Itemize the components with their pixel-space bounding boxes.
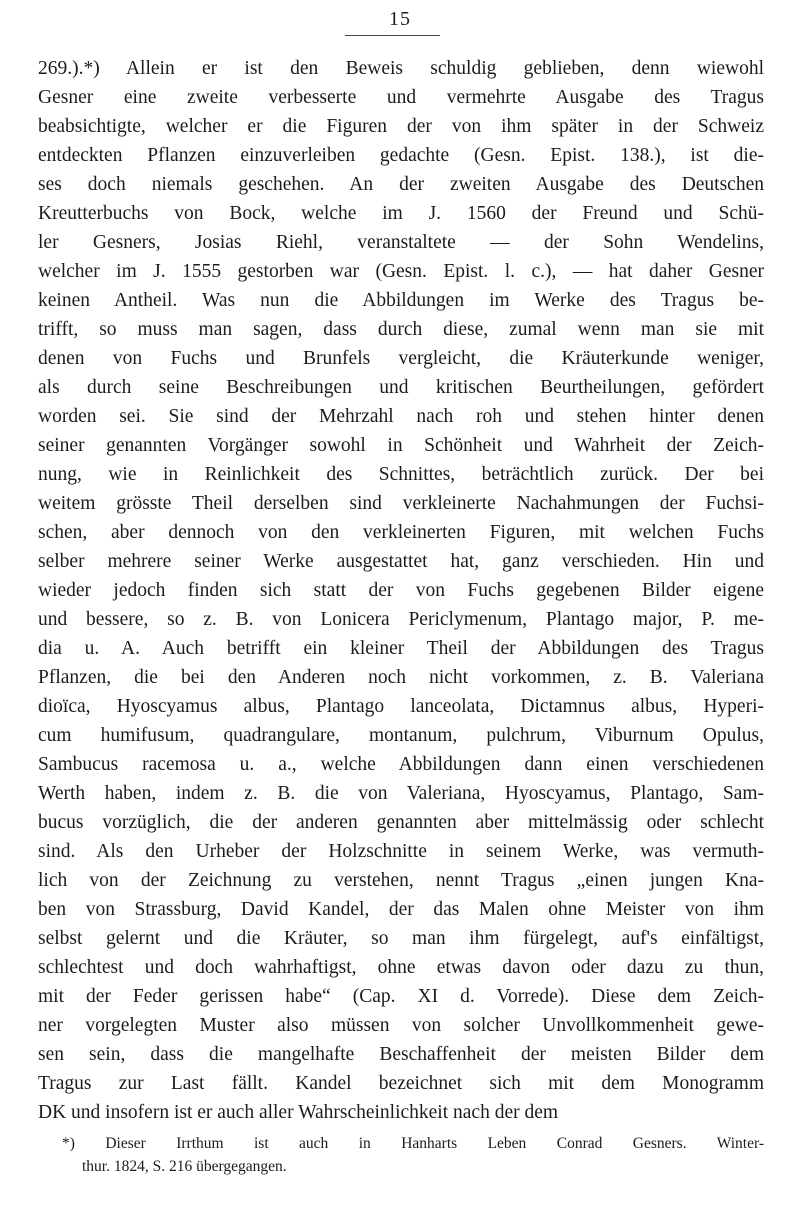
text-line: nung, wie in Reinlichkeit des Schnittes, beträchtlich zurück. Der bei bbox=[38, 464, 764, 485]
text-line: dia u. A. Auch betrifft ein kleiner Theil der Abbildungen des Tragus bbox=[38, 638, 764, 659]
text-line: sen sein, dass die mangelhafte Beschaffenheit der meisten Bilder dem bbox=[38, 1044, 764, 1065]
text-line: Tragus zur Last fällt. Kandel bezeichnet sich mit dem Monogramm bbox=[38, 1073, 764, 1094]
text-line: weitem grösste Theil derselben sind verkleinerte Nachahmungen der Fuchsi- bbox=[38, 493, 764, 514]
text-line: Kreutterbuchs von Bock, welche im J. 1560 der Freund und Schü- bbox=[38, 203, 764, 224]
footnote bbox=[62, 1132, 764, 1178]
text-line: selber mehrere seiner Werke ausgestattet hat, ganz verschieden. Hin und bbox=[38, 551, 764, 572]
footnote-line: thur. 1824, S. 216 übergegangen. bbox=[82, 1158, 287, 1175]
text-line: wieder jedoch finden sich statt der von Fuchs gegebenen Bilder eigene bbox=[38, 580, 764, 601]
text-line: denen von Fuchs und Brunfels vergleicht, die Kräuterkunde weniger, bbox=[38, 348, 764, 369]
text-line: schen, aber dennoch von den verkleinerten Figuren, mit welchen Fuchs bbox=[38, 522, 764, 543]
text-line: und bessere, so z. B. von Lonicera Periclymenum, Plantago major, P. me- bbox=[38, 609, 764, 630]
text-line: trifft, so muss man sagen, dass durch diese, zumal wenn man sie mit bbox=[38, 319, 764, 340]
text-line: beabsichtigte, welcher er die Figuren der von ihm später in der Schweiz bbox=[38, 116, 764, 137]
header-rule bbox=[345, 35, 440, 36]
text-line: als durch seine Beschreibungen und kritischen Beurtheilungen, gefördert bbox=[38, 377, 764, 398]
text-line: selbst gelernt und die Kräuter, so man ihm fürgelegt, auf's einfältigst, bbox=[38, 928, 764, 949]
text-line: ler Gesners, Josias Riehl, veranstaltete — der Sohn Wendelins, bbox=[38, 232, 764, 253]
text-line: 269.).*) Allein er ist den Beweis schuldig geblieben, denn wiewohl bbox=[38, 58, 764, 79]
text-line: worden sei. Sie sind der Mehrzahl nach roh und stehen hinter denen bbox=[38, 406, 764, 427]
text-line: entdeckten Pflanzen einzuverleiben gedachte (Gesn. Epist. 138.), ist die- bbox=[38, 145, 764, 166]
text-line: bucus vorzüglich, die der anderen genannten aber mittelmässig oder schlecht bbox=[38, 812, 764, 833]
text-line: cum humifusum, quadrangulare, montanum, pulchrum, Viburnum Opulus, bbox=[38, 725, 764, 746]
body-text bbox=[38, 54, 764, 1127]
text-line: DK und insofern ist er auch aller Wahrscheinlichkeit nach der dem bbox=[38, 1102, 559, 1123]
text-line: welcher im J. 1555 gestorben war (Gesn. Epist. l. c.), — hat daher Gesner bbox=[38, 261, 764, 282]
text-line: schlechtest und doch wahrhaftigst, ohne etwas davon oder dazu zu thun, bbox=[38, 957, 764, 978]
text-line: Gesner eine zweite verbesserte und vermehrte Ausgabe des Tragus bbox=[38, 87, 764, 108]
footnote-line: *) Dieser Irrthum ist auch in Hanharts Leben Conrad Gesners. Winter- bbox=[62, 1135, 764, 1152]
text-line: ses doch niemals geschehen. An der zweiten Ausgabe des Deutschen bbox=[38, 174, 764, 195]
text-line: keinen Antheil. Was nun die Abbildungen im Werke des Tragus be- bbox=[38, 290, 764, 311]
text-line: Sambucus racemosa u. a., welche Abbildungen dann einen verschiedenen bbox=[38, 754, 764, 775]
text-line: Werth haben, indem z. B. die von Valeriana, Hyoscyamus, Plantago, Sam- bbox=[38, 783, 764, 804]
text-line: sind. Als den Urheber der Holzschnitte in seinem Werke, was vermuth- bbox=[38, 841, 764, 862]
text-line: mit der Feder gerissen habe“ (Cap. XI d. Vorrede). Diese dem Zeich- bbox=[38, 986, 764, 1007]
text-line: dioïca, Hyoscyamus albus, Plantago lanceolata, Dictamnus albus, Hyperi- bbox=[38, 696, 764, 717]
text-line: seiner genannten Vorgänger sowohl in Schönheit und Wahrheit der Zeich- bbox=[38, 435, 764, 456]
text-line: ner vorgelegten Muster also müssen von solcher Unvollkommenheit gewe- bbox=[38, 1015, 764, 1036]
page-number: 15 bbox=[389, 8, 411, 30]
text-line: ben von Strassburg, David Kandel, der das Malen ohne Meister von ihm bbox=[38, 899, 764, 920]
text-line: Pflanzen, die bei den Anderen noch nicht vorkommen, z. B. Valeriana bbox=[38, 667, 764, 688]
text-line: lich von der Zeichnung zu verstehen, nennt Tragus „einen jungen Kna- bbox=[38, 870, 764, 891]
